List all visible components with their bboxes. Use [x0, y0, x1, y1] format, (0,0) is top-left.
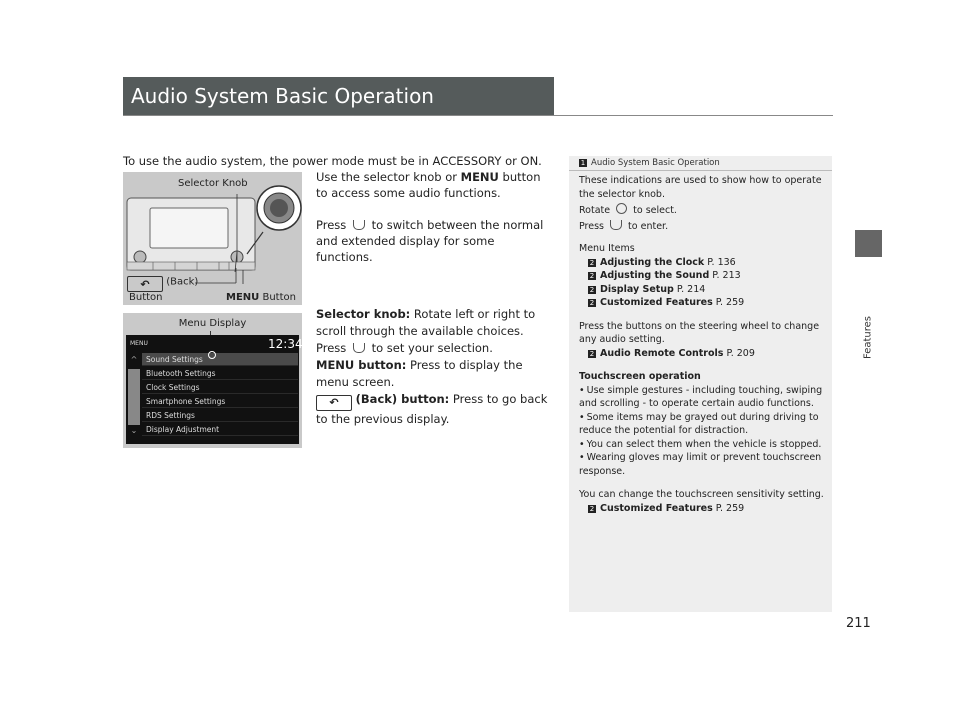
sidebar-note [569, 156, 832, 612]
menu-screen [126, 335, 303, 444]
reference-arrow-icon: 2 [589, 299, 595, 307]
knob-rotate-icon [616, 203, 627, 214]
reference-arrow-icon: 2 [589, 258, 595, 267]
knob-press-icon [610, 220, 622, 230]
back-arrow-icon: ↶ [316, 395, 352, 411]
menu-screen-title: MENU [130, 340, 148, 347]
sensitivity-text: You can change the touchscreen sensitivity setting. [579, 489, 824, 500]
display-toggle-paragraph: Press to switch between the normal and extended display for some functions. [316, 218, 544, 264]
controls-description [316, 306, 552, 428]
menu-item[interactable]: RDS Settings [142, 409, 298, 422]
ref-link[interactable]: 2 Display Setup P. 214 [589, 283, 706, 295]
caption-pointer-dot [208, 351, 216, 359]
back-button-callout: ↶ (Back) [127, 276, 198, 292]
note-header: 1 Audio System Basic Operation [580, 158, 720, 168]
menu-display-caption: Menu Display [178, 318, 247, 329]
reference-arrow-icon: 2 [589, 285, 595, 294]
ref-link[interactable]: 2 Adjusting the Sound P. 213 [589, 270, 741, 281]
knob-press-icon [353, 220, 365, 230]
scroll-bar [128, 369, 140, 425]
scroll-down-icon: ⌄ [130, 426, 138, 435]
scroll-up-icon: ^ [130, 355, 138, 364]
menu-item[interactable]: Sound Settings [142, 353, 298, 366]
back-arrow-icon: ↶ [127, 276, 163, 292]
page-number: 211 [846, 616, 871, 631]
note-press: Press to enter. [579, 220, 669, 232]
page-title: Audio System Basic Operation [123, 77, 554, 115]
note-header-divider [569, 170, 832, 171]
reference-arrow-icon: 2 [589, 349, 595, 358]
bullet-item: • Use simple gestures - including touching, swiping and scrolling - to operate certain audio functions. [579, 384, 827, 411]
note-body [579, 174, 827, 515]
ref-link[interactable]: 2 Audio Remote Controls P. 209 [589, 347, 755, 359]
menu-clock: 12:34 [268, 337, 303, 351]
menu-item[interactable]: Clock Settings [142, 381, 298, 394]
menu-button-description: MENU button: Press to display the menu screen. [316, 358, 523, 389]
section-tab-marker [855, 230, 882, 257]
selector-knob-callout: Selector Knob [178, 178, 248, 189]
intro-paragraph: Use the selector knob or MENU button to access some audio functions. [316, 170, 541, 200]
head-unit-figure [123, 172, 302, 305]
selector-knob-description: Selector knob: Rotate left or right to scroll through the available choices. Press to set your selection. [316, 307, 536, 355]
knob-press-icon [353, 343, 365, 353]
menu-item[interactable]: Display Adjustment [142, 423, 298, 436]
title-divider [123, 115, 833, 116]
bullet-item: • Some items may be grayed out during driving to reduce the potential for distraction. [579, 411, 827, 438]
menu-item[interactable]: Smartphone Settings [142, 395, 298, 408]
reference-arrow-icon: 2 [589, 504, 595, 513]
steering-text: Press the buttons on the steering wheel to change any audio setting. [579, 320, 820, 345]
menu-button-callout: MENU Button [226, 292, 296, 303]
back-button-description: ↶ (Back) button: Press to go back to the previous display. [316, 392, 548, 426]
menu-items-heading: Menu Items [579, 243, 635, 254]
button-callout: Button [129, 292, 163, 303]
bullet-item: • Wearing gloves may limit or prevent touchscreen response. [579, 451, 827, 478]
ref-link[interactable]: 2 Adjusting the Clock P. 136 [589, 256, 736, 268]
ref-link[interactable]: 2 Customized Features P. 259 [589, 297, 745, 308]
ref-link[interactable]: 2 Customized Features P. 259 [589, 502, 745, 514]
section-tab-label: Features [862, 316, 874, 359]
note-marker-icon: 1 [580, 159, 586, 167]
bullet-item: • You can select them when the vehicle is stopped. [579, 438, 827, 452]
note-intro: These indications are used to show how to operate the selector knob. [579, 175, 822, 200]
intro-text: To use the audio system, the power mode must be in ACCESSORY or ON. [123, 154, 542, 168]
menu-item[interactable]: Bluetooth Settings [142, 367, 298, 380]
reference-arrow-icon: 2 [589, 272, 595, 280]
menu-display-figure [123, 313, 302, 448]
touchscreen-heading: Touchscreen operation [579, 371, 701, 382]
note-rotate: Rotate to select. [579, 205, 677, 216]
